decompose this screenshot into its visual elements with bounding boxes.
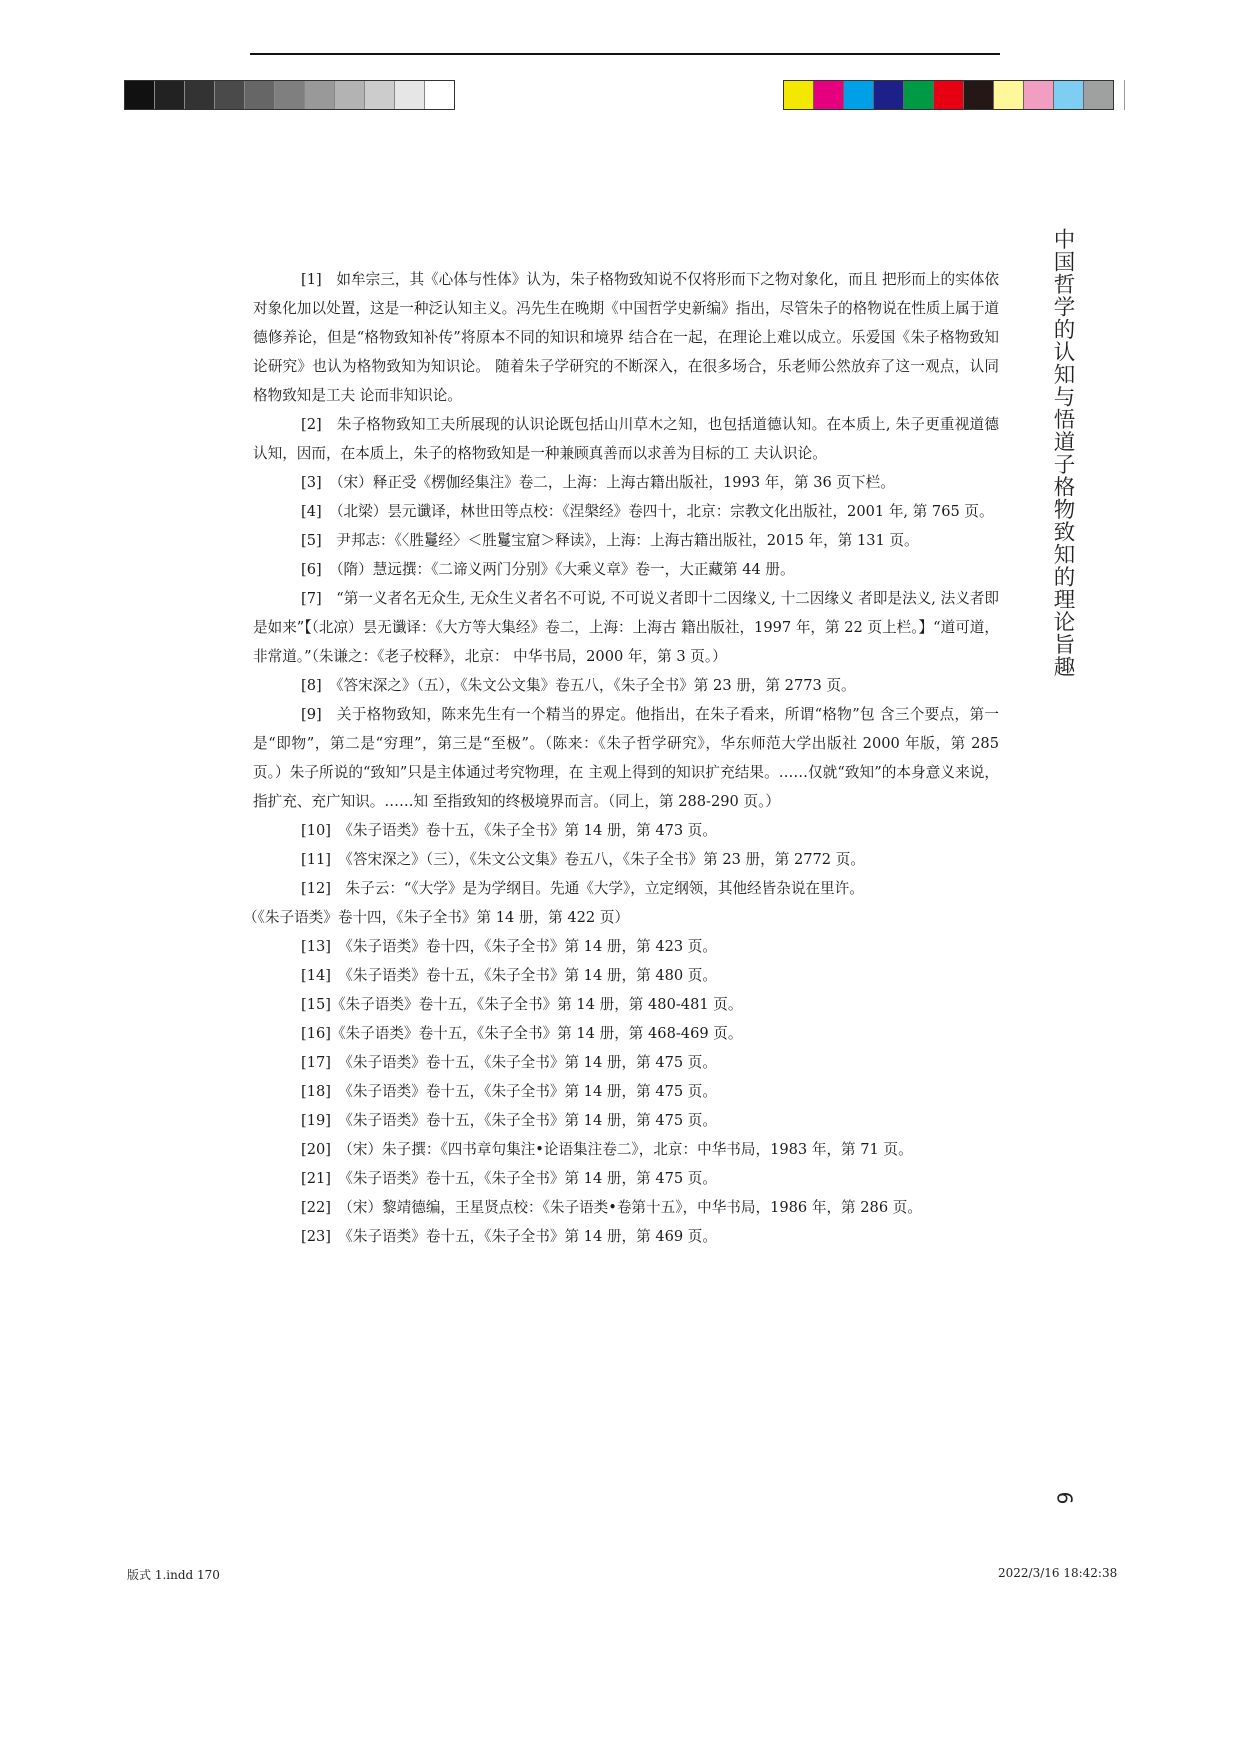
color-swatch <box>1084 81 1113 109</box>
endnote-14: [14] 《朱子语类》卷十五，《朱子全书》第 14 册，第 480 页。 <box>301 967 717 984</box>
endnote-3: [3] （宋）释正受《楞伽经集注》卷二，上海：上海古籍出版社，1993 年，第 36 页下栏。 <box>301 474 895 491</box>
endnote-18: [18] 《朱子语类》卷十五，《朱子全书》第 14 册，第 475 页。 <box>301 1083 717 1100</box>
endnote-6: [6] （隋）慧远撰：《二谛义两门分别》《大乘义章》卷一，大正藏第 44 册。 <box>301 561 795 578</box>
endnote-13: [13] 《朱子语类》卷十四，《朱子全书》第 14 册，第 423 页。 <box>301 938 717 955</box>
endnote-2: [2] 朱子格物致知工夫所展现的认识论既包括山川草木之知，也包括道德认知。在本质上, 朱子更重视道德认知，因而，在本质上，朱子的格物致知是一种兼顾真善而以求善为目标的工 夫认识论。 <box>253 416 999 462</box>
endnote-19: [19] 《朱子语类》卷十五，《朱子全书》第 14 册，第 475 页。 <box>301 1112 717 1129</box>
gray-swatch <box>305 81 335 109</box>
color-swatch <box>904 81 934 109</box>
color-swatch <box>994 81 1024 109</box>
color-swatch <box>934 81 964 109</box>
endnote-21: [21] 《朱子语类》卷十五，《朱子全书》第 14 册，第 475 页。 <box>301 1170 717 1187</box>
edge-tick <box>1124 80 1125 110</box>
page-number: 6 <box>1052 1491 1077 1505</box>
footer-file-info: 版式 1.indd 170 <box>127 1568 220 1582</box>
gray-swatch <box>335 81 365 109</box>
color-swatch <box>814 81 844 109</box>
gray-swatch <box>125 81 155 109</box>
color-swatch <box>874 81 904 109</box>
gray-swatch <box>245 81 275 109</box>
endnote-20: [20] （宋）朱子撰：《四书章句集注•论语集注卷二》，北京：中华书局，1983 年，第 71 页。 <box>301 1141 913 1158</box>
endnote-17: [17] 《朱子语类》卷十五，《朱子全书》第 14 册，第 475 页。 <box>301 1054 717 1071</box>
endnote-8: [8] 《答宋深之》（五），《朱文公文集》卷五八，《朱子全书》第 23 册，第 2773 页。 <box>301 677 856 694</box>
endnote-5: [5] 尹邦志：《〈胜鬘经〉＜胜鬘宝窟＞释读》，上海：上海古籍出版社，2015 年，第 131 页。 <box>301 532 919 549</box>
gray-swatch <box>395 81 425 109</box>
endnote-11: [11] 《答宋深之》（三），《朱文公文集》卷五八，《朱子全书》第 23 册，第 2772 页。 <box>301 851 865 868</box>
gray-swatch <box>155 81 185 109</box>
endnote-15: [15]《朱子语类》卷十五，《朱子全书》第 14 册，第 480-481 页。 <box>301 996 743 1013</box>
gray-swatch <box>215 81 245 109</box>
gray-swatch <box>185 81 215 109</box>
color-swatch <box>784 81 814 109</box>
endnote-12-continuation: （《朱子语类》卷十四，《朱子全书》第 14 册，第 422 页） <box>243 909 630 926</box>
color-swatch <box>1024 81 1054 109</box>
footer-timestamp: 2022/3/16 18:42:38 <box>998 1566 1118 1580</box>
top-rule <box>250 53 1000 55</box>
color-registration-bar <box>783 80 1114 110</box>
gray-swatch <box>425 81 454 109</box>
gray-swatch <box>275 81 305 109</box>
grayscale-registration-bar <box>124 80 455 110</box>
color-swatch <box>1054 81 1084 109</box>
endnote-7: [7] “第一义者名无众生, 无众生义者名不可说, 不可说义者即十二因缘义, 十二因缘义 者即是法义, 法义者即是如来”【（北凉）昙无谶译：《大方等大集经》卷二，上海：上海古 籍出版社，1997 年，第 22 页上栏。】“道可道，非常道。”（朱谦之：《老子校释》，北京： 中华书局，2000 年，第 3 页。） <box>253 590 999 665</box>
running-title-vertical: 中国哲学的认知与悟道子格物致知的理论旨趣 <box>1050 228 1075 678</box>
endnote-1: [1] 如牟宗三，其《心体与性体》认为，朱子格物致知说不仅将形而下之物对象化，而且 把形而上的实体依对象化加以处置，这是一种泛认知主义。冯先生在晚期《中国哲学史新编》指出，尽管朱子的格物说在性质上属于道德修养论，但是“格物致知补传”将原本不同的知识和境界 结合在一起，在理论上难以成立。乐爱国《朱子格物致知论研究》也认为格物致知为知识论。 随着朱子学研究的不断深入，在很多场合，乐老师公然放弃了这一观点，认同格物致知是工夫 论而非知识论。 <box>253 271 999 404</box>
endnote-4: [4] （北梁）昙元谶译，林世田等点校：《涅槃经》卷四十，北京：宗教文化出版社，2001 年, 第 765 页。 <box>301 503 994 520</box>
endnote-9: [9] 关于格物致知，陈来先生有一个精当的界定。他指出，在朱子看来，所谓“格物”包 含三个要点，第一是“即物”，第二是“穷理”，第三是“至极”。（陈来：《朱子哲学研究》，华东师范大学出版社 2000 年版，第 285 页。）朱子所说的“致知”只是主体通过考究物理，在 主观上得到的知识扩充结果。……仅就“致知”的本身意义来说，指扩充、充广知识。……知 至指致知的终极境界而言。（同上，第 288-290 页。） <box>253 706 999 810</box>
endnote-22: [22] （宋）黎靖德编，王星贤点校：《朱子语类•卷第十五》，中华书局，1986 年，第 286 页。 <box>301 1199 922 1216</box>
color-swatch <box>844 81 874 109</box>
endnote-12: [12] 朱子云：“《大学》是为学纲目。先通《大学》，立定纲领，其他经皆杂说在里许。 <box>301 880 864 897</box>
endnote-10: [10] 《朱子语类》卷十五，《朱子全书》第 14 册，第 473 页。 <box>301 822 717 839</box>
color-swatch <box>964 81 994 109</box>
endnotes <box>243 265 999 1251</box>
endnote-23: [23] 《朱子语类》卷十五，《朱子全书》第 14 册，第 469 页。 <box>301 1228 717 1245</box>
gray-swatch <box>365 81 395 109</box>
endnote-16: [16]《朱子语类》卷十五，《朱子全书》第 14 册，第 468-469 页。 <box>301 1025 743 1042</box>
